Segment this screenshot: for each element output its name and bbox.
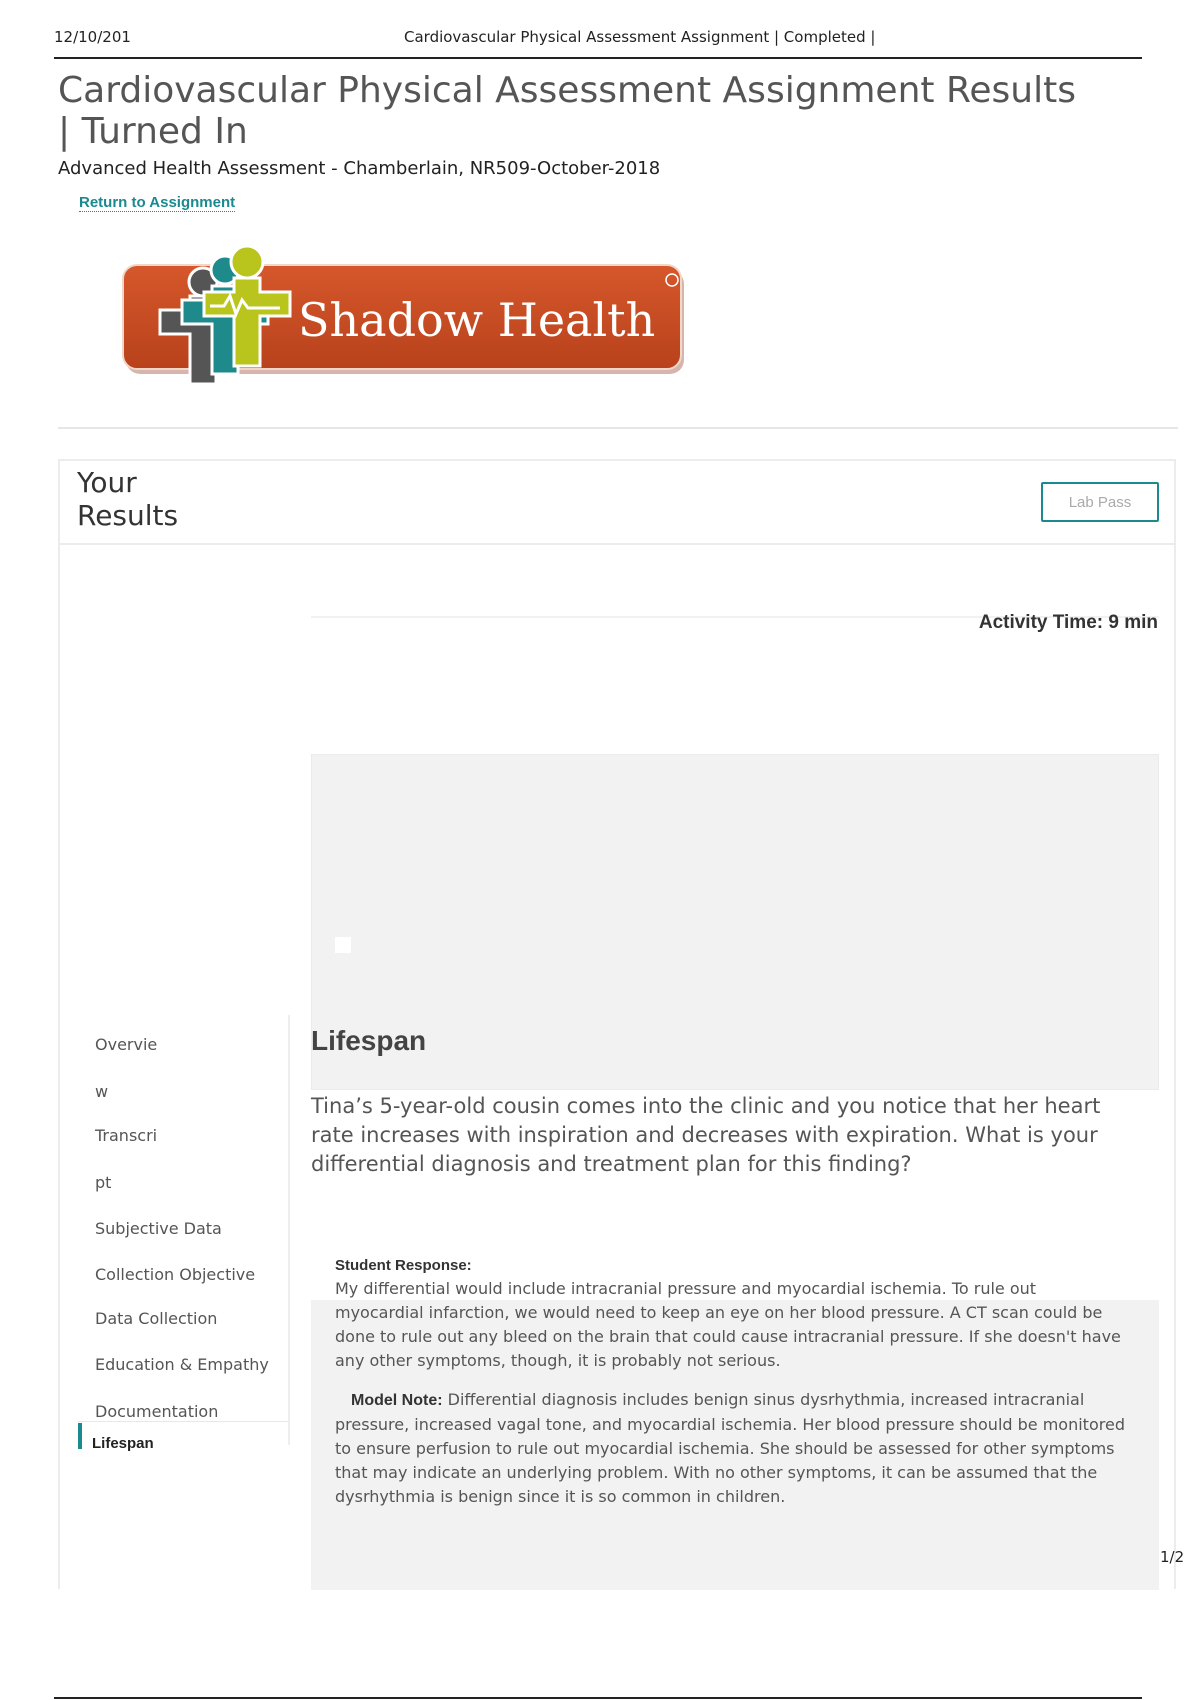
return-to-assignment-link[interactable]: Return to Assignment: [79, 194, 236, 211]
sidebar-item-lifespan[interactable]: Lifespan: [92, 1435, 154, 1452]
print-header-title: Cardiovascular Physical Assessment Assignment | Completed |: [404, 28, 876, 46]
panel-header-rule: [60, 543, 1174, 545]
student-response-label: Student Response:: [335, 1257, 472, 1274]
sidebar-item-subjective-data[interactable]: Subjective Data: [95, 1219, 222, 1238]
content-placeholder-box: [311, 754, 1159, 1090]
page-title: Cardiovascular Physical Assessment Assignment Results | Turned In: [58, 70, 1076, 152]
sidebar-item-transcript-wrap[interactable]: pt: [95, 1173, 112, 1192]
course-name: Advanced Health Assessment - Chamberlain, NR509-October-2018: [58, 158, 661, 179]
activity-time: Activity Time: 9 min: [978, 612, 1158, 633]
lab-pass-button[interactable]: Lab Pass: [1041, 482, 1159, 522]
shadow-health-logo: [120, 240, 690, 395]
sidebar-item-transcript[interactable]: Transcri: [95, 1126, 158, 1145]
sidebar-nav: [78, 1015, 290, 1445]
model-note-label: Model Note:: [351, 1392, 443, 1409]
sidebar-item-documentation[interactable]: Documentation: [95, 1402, 219, 1421]
page-number: 1/2: [1160, 1548, 1185, 1566]
placeholder-square: [335, 937, 351, 953]
sidebar-item-overview-wrap[interactable]: w: [95, 1082, 109, 1101]
student-response-text: My differential would include intracranial pressure and myocardial ischemia. To rule out myocardial infarction, we would need to keep an eye on her blood pressure. A CT scan could be done to rule out any bleed on the brain that could cause intracranial pressure. If she doesn't have any other symptoms, though, it is probably not serious.: [335, 1279, 1121, 1370]
active-indicator: [78, 1423, 82, 1449]
sidebar-item-education-empathy[interactable]: Education & Empathy: [95, 1355, 269, 1374]
model-note: [335, 1388, 1125, 1509]
results-title: Your Results: [77, 466, 179, 532]
sidebar-item-overview[interactable]: Overvie: [95, 1035, 158, 1054]
section-heading: Lifespan: [311, 1025, 427, 1056]
logo-wordmark: Shadow Health: [298, 293, 656, 347]
question-text: Tina’s 5-year-old cousin comes into the clinic and you notice that her heart rate increases with inspiration and decreases with expiration. What is your differential diagnosis and treatment plan for this finding?: [311, 1094, 1101, 1176]
sidebar-item-data-collection[interactable]: Data Collection: [95, 1309, 218, 1328]
footer-rule: [54, 1697, 1142, 1699]
section-divider: [58, 427, 1178, 429]
model-note-text: Differential diagnosis includes benign sinus dysrhythmia, increased intracranial pressure, increased vagal tone, and myocardial ischemia. Her blood pressure should be monitored to ensure perfusion to rule out myocardial ischemia. She should be assessed for other symptoms that may indicate an underlying problem. With no other symptoms, it can be assumed that the dysrhythmia is benign since it is so common in children.: [335, 1390, 1125, 1506]
sidebar-item-collection-objective[interactable]: Collection Objective: [95, 1265, 256, 1284]
header-rule: [54, 57, 1142, 59]
print-date: 12/10/201: [54, 28, 131, 46]
sidebar-separator: [78, 1421, 288, 1422]
